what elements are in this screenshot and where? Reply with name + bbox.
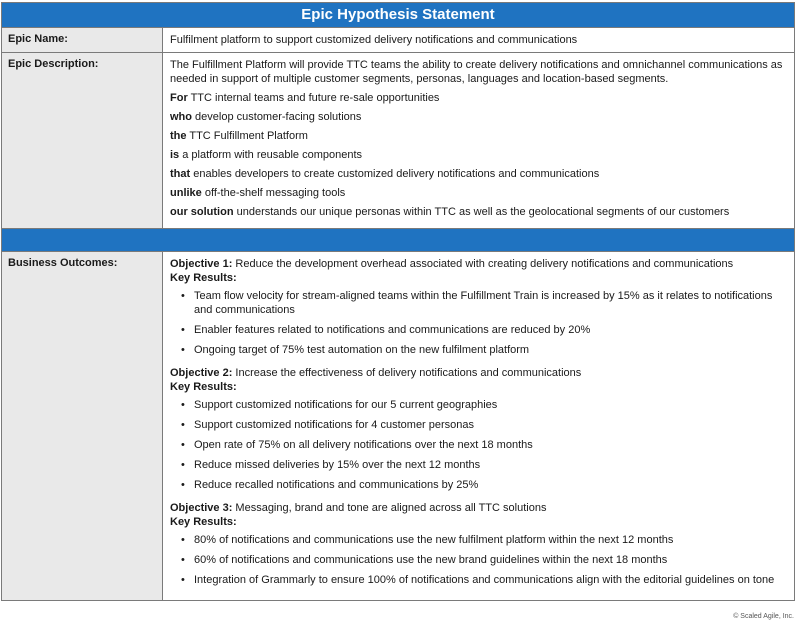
- description-line: [170, 110, 786, 124]
- epic-name-row: [2, 28, 794, 53]
- description-line: [170, 148, 786, 162]
- description-line: [170, 91, 786, 105]
- key-result-item: • Enabler features related to notifications and communications are reduced by 20%: [194, 323, 786, 337]
- description-keyword: the: [170, 130, 187, 142]
- objective-block: [170, 366, 786, 492]
- key-result-item: • Reduce recalled notifications and communications by 25%: [194, 478, 786, 492]
- description-keyword: is: [170, 149, 180, 161]
- description-keyword: unlike: [170, 187, 202, 199]
- key-results-list: [170, 289, 786, 357]
- description-lines: [170, 91, 786, 219]
- objective-heading: [170, 501, 786, 515]
- objective-block: [170, 257, 786, 357]
- description-keyword: For: [170, 92, 188, 104]
- description-keyword: who: [170, 111, 192, 123]
- epic-description-value: [163, 53, 794, 228]
- description-intro: The Fulfillment Platform will provide TTC teams the ability to create delivery notifications and omnichannel communications as needed in support of multiple customer segments, personas, languages and location-based segments.: [170, 59, 783, 85]
- epic-name-value: Fulfilment platform to support customized delivery notifications and communications: [170, 34, 578, 46]
- description-line: [170, 186, 786, 200]
- description-text: off-the-shelf messaging tools: [201, 187, 346, 199]
- business-outcomes-value: [163, 252, 794, 600]
- key-result-item: • Integration of Grammarly to ensure 100% of notifications and communications align with the editorial guidelines on tone: [194, 573, 786, 587]
- epic-description-row: [2, 53, 794, 229]
- description-text: TTC Fulfillment Platform: [186, 130, 308, 142]
- key-result-item: • Support customized notifications for our 5 current geographies: [194, 398, 786, 412]
- description-text: develop customer-facing solutions: [192, 111, 362, 123]
- objective-heading: [170, 366, 786, 380]
- key-result-item: • Reduce missed deliveries by 15% over the next 12 months: [194, 458, 786, 472]
- table-title: Epic Hypothesis Statement: [2, 3, 794, 28]
- key-results-list: [170, 533, 786, 587]
- objective-text: Reduce the development overhead associated with creating delivery notifications and communications: [232, 258, 734, 270]
- business-outcomes-row: [2, 252, 794, 600]
- objective-text: Messaging, brand and tone are aligned across all TTC solutions: [232, 502, 547, 514]
- key-results-label: Key Results:: [170, 272, 237, 284]
- epic-name-label: Epic Name:: [2, 28, 163, 52]
- description-text: TTC internal teams and future re-sale opportunities: [187, 92, 440, 104]
- key-result-item: • 80% of notifications and communications use the new fulfilment platform within the next 12 months: [194, 533, 786, 547]
- objective-label: Objective 2:: [170, 367, 233, 379]
- description-keyword: that: [170, 168, 191, 180]
- objective-label: Objective 3:: [170, 502, 233, 514]
- key-results-label: Key Results:: [170, 516, 237, 528]
- key-results-list: [170, 398, 786, 492]
- key-result-item: • Open rate of 75% on all delivery notifications over the next 18 months: [194, 438, 786, 452]
- blue-divider-row: [2, 229, 794, 252]
- objective-heading: [170, 257, 786, 271]
- business-outcomes-label: Business Outcomes:: [2, 252, 163, 600]
- key-result-item: • Support customized notifications for 4 customer personas: [194, 418, 786, 432]
- description-text: understands our unique personas within TTC as well as the geolocational segments of our customers: [233, 206, 730, 218]
- key-results-label: Key Results:: [170, 381, 237, 393]
- description-keyword: our solution: [170, 206, 234, 218]
- epic-description-label: Epic Description:: [2, 53, 163, 228]
- objective-label: Objective 1:: [170, 258, 233, 270]
- hypothesis-table: [1, 2, 795, 601]
- description-text: a platform with reusable components: [179, 149, 363, 161]
- key-result-item: • Ongoing target of 75% test automation on the new fulfilment platform: [194, 343, 786, 357]
- objective-text: Increase the effectiveness of delivery notifications and communications: [232, 367, 582, 379]
- objective-block: [170, 501, 786, 587]
- copyright-notice: © Scaled Agile, Inc.: [733, 613, 794, 620]
- description-line: [170, 129, 786, 143]
- description-line: [170, 167, 786, 181]
- description-line: [170, 205, 786, 219]
- description-text: enables developers to create customized delivery notifications and communications: [190, 168, 600, 180]
- key-result-item: • Team flow velocity for stream-aligned teams within the Fulfillment Train is increased by 15% as it relates to notifications and communications: [194, 289, 786, 317]
- key-result-item: • 60% of notifications and communications use the new brand guidelines within the next 18 months: [194, 553, 786, 567]
